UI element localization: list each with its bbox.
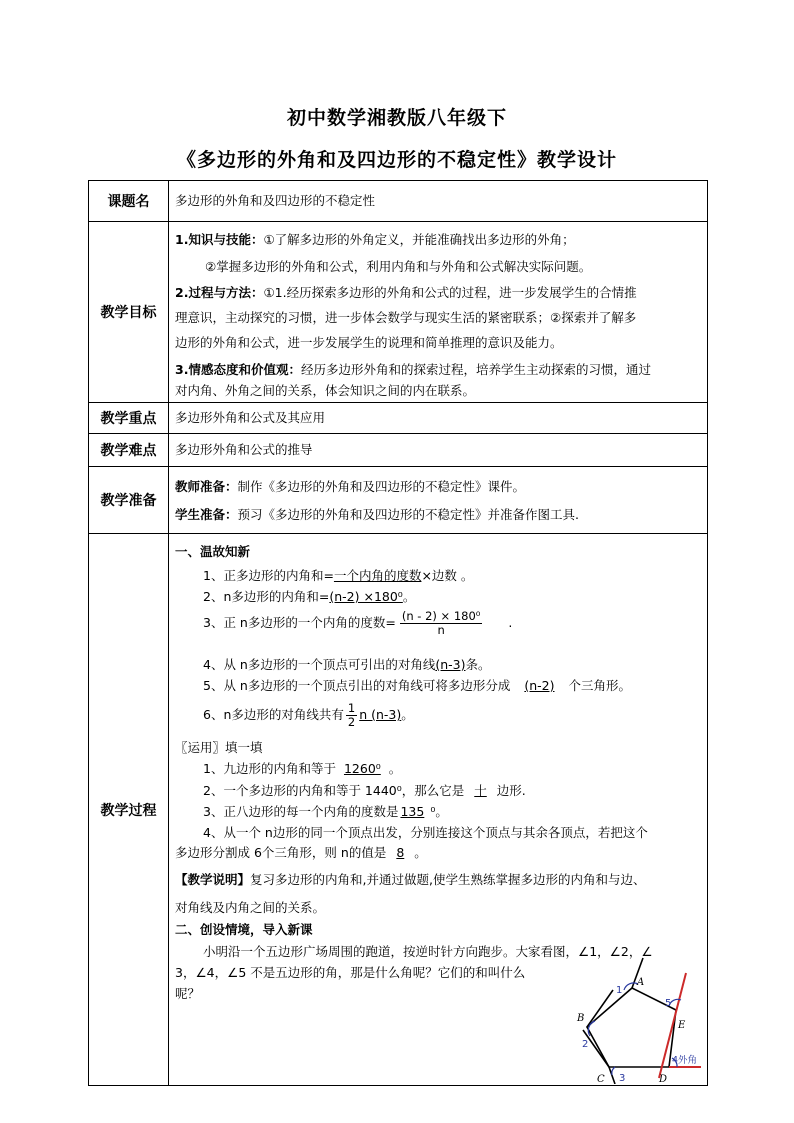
row-prep <box>89 467 707 534</box>
row-label-prep: 教学准备 <box>89 467 169 533</box>
review-1-text: 1、正多边形的内角和= <box>203 568 334 583</box>
pentagon-exterior-angle-figure <box>573 950 707 1084</box>
prep-teacher-head: 教师准备： <box>175 479 238 494</box>
row-difficulty <box>89 434 707 467</box>
row-label-key: 教学重点 <box>89 403 169 433</box>
review-4-text: 4、从 n多边形的一个顶点可引出的对角线 <box>203 657 436 672</box>
review-1-tail: ×边数 。 <box>421 568 474 583</box>
prep-student-head: 学生准备： <box>175 507 238 522</box>
row-label-goals: 教学目标 <box>89 222 169 402</box>
goal-process-text1: ①1.经历探索多边形的外角和公式的过程，进一步发展学生的合情推 <box>263 285 637 300</box>
review-3-tail: . <box>508 615 513 630</box>
topic-value: 多边形的外角和及四边形的不稳定性 <box>175 193 376 208</box>
review-5-answer: (n-2) <box>524 678 555 693</box>
document-subtitle: 《多边形的外角和及四边形的不稳定性》教学设计 <box>176 149 617 171</box>
angle-label-4-exterior: 4外角 <box>672 1055 698 1066</box>
goal-emotion-line1 <box>175 362 651 378</box>
angle-3-arc <box>612 1067 615 1075</box>
goal-emotion-text2: 对内角、外角之间的关系，体会知识之间的内在联系。 <box>175 383 476 398</box>
vertex-label-a: A <box>637 977 645 988</box>
apply-4-tail: 。 <box>414 845 427 860</box>
review-3-fraction <box>400 610 483 637</box>
row-process <box>89 534 707 1085</box>
goal-emotion-head: 3.情感态度和价值观： <box>175 362 301 377</box>
vertex-label-b: B <box>577 1013 585 1024</box>
review-4-answer: (n-3) <box>435 657 466 672</box>
review-item-4 <box>203 657 491 673</box>
angle-label-2: 2 <box>582 1039 589 1050</box>
apply-2-tail: 边形. <box>496 783 526 798</box>
apply-1-tail: 。 <box>388 761 402 776</box>
review-item-6 <box>203 702 414 729</box>
review-2-text: 2、n多边形的内角和= <box>203 589 330 604</box>
row-topic <box>89 181 707 222</box>
difficulty-value: 多边形外角和公式的推导 <box>175 442 313 457</box>
apply-item-1 <box>203 761 401 777</box>
section-review-heading: 一、温故知新 <box>175 544 251 559</box>
goal-knowledge-line1 <box>175 232 575 248</box>
apply-1-answer: 1260⁰ <box>343 761 381 776</box>
teaching-note-line1 <box>175 872 645 888</box>
vertex-label-c: C <box>597 1074 605 1084</box>
section-intro-heading: 二、创设情境，导入新课 <box>175 922 313 937</box>
review-4-tail: 条。 <box>465 657 491 672</box>
document-title: 初中数学湘教版八年级下 <box>286 107 507 129</box>
apply-3-text: 3、正八边形的每一个内角的度数是 <box>203 804 399 819</box>
key-value: 多边形外角和公式及其应用 <box>175 410 326 425</box>
review-6-fraction <box>346 702 357 729</box>
apply-3-tail: ⁰。 <box>430 804 448 819</box>
review-1-answer: 一个内角的度数 <box>333 568 422 583</box>
review-6-answer: n (n-3) <box>359 707 402 722</box>
review-item-3 <box>203 610 512 637</box>
apply-4-answer: 8 <box>396 845 405 860</box>
goal-process-line1 <box>175 285 637 301</box>
intro-line3: 呢？ <box>175 986 201 1001</box>
review-5-text: 5、从 n多边形的一个顶点引出的对角线可将多边形分成 <box>203 678 511 693</box>
prep-student-text: 预习《多边形的外角和及四边形的不稳定性》并准备作图工具. <box>237 507 579 522</box>
apply-2-answer: 十 <box>474 783 487 798</box>
apply-2-text: 2、一个多边形的内角和等于 1440⁰，那么它是 <box>203 783 465 798</box>
goal-process-text3: 边形的外角和公式，进一步发展学生的说理和简单推理的意识及能力。 <box>175 335 563 350</box>
review-6-text: 6、n多边形的对角线共有 <box>203 707 344 722</box>
row-label-difficulty: 教学难点 <box>89 434 169 466</box>
review-5-tail: 个三角形。 <box>568 678 632 693</box>
apply-1-text: 1、九边形的内角和等于 <box>203 761 336 776</box>
goal-process-text2: 理意识，主动探究的习惯，进一步体会数学与现实生活的紧密联系；②探索并了解多 <box>175 310 637 325</box>
lesson-plan-table <box>88 180 708 1086</box>
prep-teacher-text: 制作《多边形的外角和及四边形的不稳定性》课件。 <box>237 479 526 494</box>
row-key <box>89 403 707 434</box>
review-6-tail: 。 <box>401 707 414 722</box>
review-item-1 <box>203 568 473 584</box>
row-label-process: 教学过程 <box>89 534 169 1085</box>
review-item-5 <box>203 678 631 694</box>
prep-student <box>175 507 579 523</box>
apply-3-answer: 135 <box>400 804 425 819</box>
row-goals <box>89 222 707 403</box>
row-label-topic: 课题名 <box>89 181 169 221</box>
vertex-label-d: D <box>659 1074 668 1084</box>
apply-item-3 <box>203 804 448 820</box>
intro-line1: 小明沿一个五边形广场周围的跑道，按逆时针方向跑步。大家看图，∠1，∠2，∠ <box>203 944 653 959</box>
apply-4-text: 多边形分割成 6个三角形，则 n的值是 <box>175 845 387 860</box>
vertex-label-e: E <box>678 1020 686 1031</box>
teaching-note-text1: 复习多边形的内角和,并通过做题,使学生熟练掌握多边形的内角和与边、 <box>250 872 646 887</box>
angle-label-3: 3 <box>619 1073 626 1084</box>
review-2-answer: (n-2) ×180⁰ <box>329 589 403 604</box>
goal-knowledge-head: 1.知识与技能： <box>175 232 264 247</box>
teaching-note-text2: 对角线及内角之间的关系。 <box>175 900 326 915</box>
review-3-denominator: n <box>437 623 445 637</box>
extension-line-c2 <box>609 1067 615 1084</box>
apply-item-4-line1: 4、从一个 n边形的同一个顶点出发，分别连接这个顶点与其余各顶点，若把这个 <box>203 825 648 840</box>
goal-process-head: 2.过程与方法： <box>175 285 264 300</box>
teaching-note-head: 【教学说明】 <box>175 872 251 887</box>
angle-label-5: 5 <box>665 998 672 1009</box>
apply-item-4-line2 <box>175 845 427 861</box>
intro-line2: 3，∠4，∠5 不是五边形的角，那是什么角呢？它们的和叫什么 <box>175 965 526 980</box>
goal-emotion-text1: 经历多边形外角和的探索过程，培养学生主动探索的习惯，通过 <box>300 362 651 377</box>
apply-item-2 <box>203 783 526 799</box>
review-2-tail: 。 <box>402 589 416 604</box>
review-6-denominator: 2 <box>347 715 356 729</box>
review-3-text: 3、正 n多边形的一个内角的度数= <box>203 615 396 630</box>
review-3-numerator: (n - 2) × 180⁰ <box>401 609 481 623</box>
angle-label-1: 1 <box>616 985 623 996</box>
goal-knowledge-text2: ②掌握多边形的外角和公式，利用内角和与外角和公式解决实际问题。 <box>205 259 592 274</box>
review-item-2 <box>203 589 415 605</box>
goal-knowledge-text1: ①了解多边形的外角定义，并能准确找出多边形的外角； <box>263 232 575 247</box>
apply-heading: 〖运用〗填一填 <box>175 740 263 755</box>
review-6-numerator: 1 <box>347 701 356 715</box>
prep-teacher <box>175 479 525 495</box>
